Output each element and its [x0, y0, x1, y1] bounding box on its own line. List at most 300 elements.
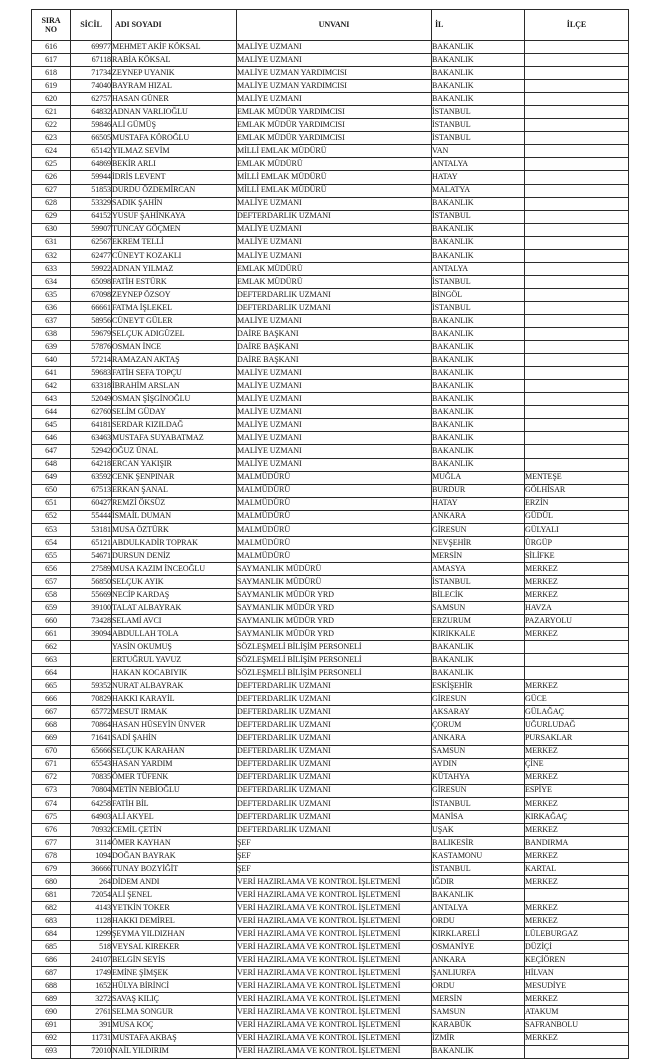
cell-sira-no: 635 — [32, 288, 71, 301]
cell-unvani: VERİ HAZIRLAMA VE KONTROL İŞLETMENİ — [237, 902, 432, 915]
cell-unvani: MALİYE UZMANI — [237, 54, 432, 67]
cell-unvani: DEFTERDARLIK UZMANI — [237, 810, 432, 823]
cell-sicil: 59922 — [71, 262, 112, 275]
table-row — [32, 889, 629, 902]
cell-unvani: MALMÜDÜRÜ — [237, 523, 432, 536]
cell-unvani: MALİYE UZMANI — [237, 445, 432, 458]
cell-sicil: 59679 — [71, 328, 112, 341]
table-row — [32, 862, 629, 875]
cell-ilce: PAZARYOLU — [525, 615, 629, 628]
cell-sira-no: 632 — [32, 249, 71, 262]
cell-ilce — [525, 1045, 629, 1058]
cell-il: GİRESUN — [432, 784, 525, 797]
cell-il: ORDU — [432, 980, 525, 993]
cell-adi-soyadi: CENK ŞENPINAR — [112, 471, 237, 484]
cell-unvani: ŞEF — [237, 862, 432, 875]
cell-adi-soyadi: ERCAN YAKIŞIR — [112, 458, 237, 471]
cell-sira-no: 681 — [32, 889, 71, 902]
cell-ilce — [525, 41, 629, 54]
table-row — [32, 758, 629, 771]
cell-sicil: 67118 — [71, 54, 112, 67]
cell-unvani: EMLAK MÜDÜRÜ — [237, 158, 432, 171]
cell-unvani: EMLAK MÜDÜR YARDIMCISI — [237, 119, 432, 132]
cell-sicil: 1128 — [71, 915, 112, 928]
cell-adi-soyadi: MEHMET AKİF KÖKSAL — [112, 41, 237, 54]
cell-sira-no: 672 — [32, 771, 71, 784]
cell-sicil: 64869 — [71, 158, 112, 171]
cell-adi-soyadi: TUNCAY GÖÇMEN — [112, 223, 237, 236]
cell-il: SAMSUN — [432, 602, 525, 615]
cell-sira-no: 674 — [32, 797, 71, 810]
cell-sicil: 3114 — [71, 836, 112, 849]
cell-sira-no: 657 — [32, 575, 71, 588]
table-row — [32, 236, 629, 249]
cell-sira-no: 663 — [32, 654, 71, 667]
cell-unvani: VERİ HAZIRLAMA VE KONTROL İŞLETMENİ — [237, 941, 432, 954]
cell-unvani: DEFTERDARLIK UZMANI — [237, 680, 432, 693]
cell-sicil: 64832 — [71, 106, 112, 119]
cell-unvani: MALİYE UZMANI — [237, 367, 432, 380]
cell-adi-soyadi: MUSA KAZIM İNCEOĞLU — [112, 562, 237, 575]
cell-unvani: DEFTERDARLIK UZMANI — [237, 693, 432, 706]
table-row — [32, 367, 629, 380]
cell-sicil: 71734 — [71, 67, 112, 80]
cell-ilce — [525, 80, 629, 93]
cell-il: BAKANLIK — [432, 432, 525, 445]
cell-adi-soyadi: DURSUN DENİZ — [112, 549, 237, 562]
cell-sira-no: 641 — [32, 367, 71, 380]
cell-sicil: 66505 — [71, 132, 112, 145]
cell-unvani: MİLLİ EMLAK MÜDÜRÜ — [237, 171, 432, 184]
cell-il: MUĞLA — [432, 471, 525, 484]
cell-il: İSTANBUL — [432, 797, 525, 810]
cell-il: BAKANLIK — [432, 1045, 525, 1058]
cell-unvani: MALİYE UZMANI — [237, 41, 432, 54]
table-row — [32, 184, 629, 197]
cell-unvani: ŞEF — [237, 849, 432, 862]
cell-sicil: 36666 — [71, 862, 112, 875]
table-row — [32, 419, 629, 432]
table-row — [32, 93, 629, 106]
cell-il: BAKANLIK — [432, 641, 525, 654]
cell-unvani: MALMÜDÜRÜ — [237, 510, 432, 523]
cell-sicil: 62567 — [71, 236, 112, 249]
cell-il: ERZURUM — [432, 615, 525, 628]
cell-ilce — [525, 641, 629, 654]
table-row — [32, 249, 629, 262]
cell-unvani: DEFTERDARLIK UZMANI — [237, 301, 432, 314]
table-row — [32, 954, 629, 967]
cell-unvani: SÖZLEŞMELİ BİLİŞİM PERSONELİ — [237, 641, 432, 654]
document-sheet — [31, 9, 628, 1059]
cell-unvani: DEFTERDARLIK UZMANI — [237, 771, 432, 784]
cell-il: ŞANLIURFA — [432, 967, 525, 980]
cell-sicil: 70829 — [71, 693, 112, 706]
cell-ilce: MESUDİYE — [525, 980, 629, 993]
cell-sicil: 57876 — [71, 341, 112, 354]
cell-unvani: MALİYE UZMAN YARDIMCISI — [237, 80, 432, 93]
cell-adi-soyadi: FATİH ESTÜRK — [112, 275, 237, 288]
cell-sira-no: 644 — [32, 406, 71, 419]
cell-adi-soyadi: HAKKI DEMİREL — [112, 915, 237, 928]
cell-adi-soyadi: DİDEM ANDI — [112, 876, 237, 889]
cell-sicil: 62760 — [71, 406, 112, 419]
cell-adi-soyadi: RAMAZAN AKTAŞ — [112, 354, 237, 367]
cell-adi-soyadi: FATMA İŞLEKEL — [112, 301, 237, 314]
cell-unvani: SAYMANLIK MÜDÜR YRD — [237, 615, 432, 628]
cell-sira-no: 642 — [32, 380, 71, 393]
table-row — [32, 510, 629, 523]
table-row — [32, 876, 629, 889]
column-header-sira-no — [32, 10, 71, 41]
cell-sira-no: 680 — [32, 876, 71, 889]
cell-ilce: SİLİFKE — [525, 549, 629, 562]
table-row — [32, 471, 629, 484]
cell-il: İSTANBUL — [432, 275, 525, 288]
cell-sira-no: 693 — [32, 1045, 71, 1058]
cell-unvani: EMLAK MÜDÜR YARDIMCISI — [237, 106, 432, 119]
cell-il: KASTAMONU — [432, 849, 525, 862]
cell-ilce — [525, 119, 629, 132]
cell-unvani: MALİYE UZMANI — [237, 236, 432, 249]
cell-adi-soyadi: ABDULKADİR TOPRAK — [112, 536, 237, 549]
table-header — [32, 10, 629, 41]
cell-adi-soyadi: BELGİN SEYİS — [112, 954, 237, 967]
cell-ilce — [525, 197, 629, 210]
table-row — [32, 158, 629, 171]
cell-il: BAKANLIK — [432, 889, 525, 902]
cell-unvani: VERİ HAZIRLAMA VE KONTROL İŞLETMENİ — [237, 993, 432, 1006]
cell-unvani: EMLAK MÜDÜRÜ — [237, 275, 432, 288]
cell-il: KÜTAHYA — [432, 771, 525, 784]
table-row — [32, 823, 629, 836]
cell-il: BAKANLIK — [432, 341, 525, 354]
cell-adi-soyadi: NAİL YILDIRIM — [112, 1045, 237, 1058]
cell-adi-soyadi: ALİ GÜMÜŞ — [112, 119, 237, 132]
cell-il: BAKANLIK — [432, 367, 525, 380]
cell-sicil: 74040 — [71, 80, 112, 93]
cell-sira-no: 645 — [32, 419, 71, 432]
table-row — [32, 484, 629, 497]
cell-sicil: 64903 — [71, 810, 112, 823]
cell-sira-no: 670 — [32, 745, 71, 758]
cell-adi-soyadi: YETKİN TOKER — [112, 902, 237, 915]
cell-sira-no: 654 — [32, 536, 71, 549]
cell-sicil — [71, 654, 112, 667]
personnel-assignment-table — [31, 9, 629, 1059]
cell-unvani: MALİYE UZMANI — [237, 197, 432, 210]
cell-il: İSTANBUL — [432, 862, 525, 875]
cell-adi-soyadi: VEYSAL KIREKER — [112, 941, 237, 954]
cell-sicil: 55444 — [71, 510, 112, 523]
cell-sicil — [71, 641, 112, 654]
cell-sira-no: 619 — [32, 80, 71, 93]
cell-unvani: SAYMANLIK MÜDÜRÜ — [237, 575, 432, 588]
cell-adi-soyadi: HAKKI KARAYİL — [112, 693, 237, 706]
table-row — [32, 602, 629, 615]
cell-il: KIRKLARELİ — [432, 928, 525, 941]
table-row — [32, 784, 629, 797]
cell-sira-no: 649 — [32, 471, 71, 484]
cell-adi-soyadi: ÖMER KAYHAN — [112, 836, 237, 849]
table-row — [32, 145, 629, 158]
cell-il: MANİSA — [432, 810, 525, 823]
cell-unvani: ŞEF — [237, 836, 432, 849]
cell-adi-soyadi: ALİ AKYEL — [112, 810, 237, 823]
cell-sicil: 3272 — [71, 993, 112, 1006]
cell-il: ANTALYA — [432, 902, 525, 915]
table-row — [32, 328, 629, 341]
table-row — [32, 393, 629, 406]
table-row — [32, 915, 629, 928]
cell-sicil: 65098 — [71, 275, 112, 288]
cell-adi-soyadi: DURDU ÖZDEMİRCAN — [112, 184, 237, 197]
cell-ilce — [525, 54, 629, 67]
cell-sicil: 72054 — [71, 889, 112, 902]
cell-il: ANTALYA — [432, 158, 525, 171]
table-row — [32, 562, 629, 575]
cell-il: SAMSUN — [432, 1006, 525, 1019]
cell-adi-soyadi: YILMAZ SEVİM — [112, 145, 237, 158]
cell-il: KIRIKKALE — [432, 628, 525, 641]
table-row — [32, 667, 629, 680]
cell-il: İSTANBUL — [432, 132, 525, 145]
cell-sicil: 63463 — [71, 432, 112, 445]
cell-sicil: 52942 — [71, 445, 112, 458]
cell-adi-soyadi: İSMAİL DUMAN — [112, 510, 237, 523]
cell-il: GİRESUN — [432, 523, 525, 536]
cell-unvani: MALİYE UZMANI — [237, 93, 432, 106]
cell-sicil: 65142 — [71, 145, 112, 158]
cell-ilce — [525, 93, 629, 106]
cell-sira-no: 616 — [32, 41, 71, 54]
cell-ilce — [525, 889, 629, 902]
cell-ilce: KIRKAĞAÇ — [525, 810, 629, 823]
table-row — [32, 354, 629, 367]
cell-sira-no: 633 — [32, 262, 71, 275]
cell-sicil: 54671 — [71, 549, 112, 562]
table-row — [32, 523, 629, 536]
cell-ilce: MENTEŞE — [525, 471, 629, 484]
cell-sira-no: 639 — [32, 341, 71, 354]
cell-il: BAKANLIK — [432, 393, 525, 406]
cell-ilce — [525, 249, 629, 262]
table-row — [32, 275, 629, 288]
cell-ilce: MERKEZ — [525, 771, 629, 784]
cell-sicil: 65666 — [71, 745, 112, 758]
cell-sira-no: 621 — [32, 106, 71, 119]
cell-sicil: 67513 — [71, 484, 112, 497]
cell-unvani: DEFTERDARLIK UZMANI — [237, 732, 432, 745]
cell-sicil: 52049 — [71, 393, 112, 406]
table-row — [32, 132, 629, 145]
cell-ilce — [525, 458, 629, 471]
cell-sira-no: 648 — [32, 458, 71, 471]
cell-il: BAKANLIK — [432, 380, 525, 393]
cell-il: NEVŞEHİR — [432, 536, 525, 549]
cell-adi-soyadi: ÖMER TÜFENK — [112, 771, 237, 784]
cell-sira-no: 651 — [32, 497, 71, 510]
cell-sicil: 64152 — [71, 210, 112, 223]
cell-il: İSTANBUL — [432, 301, 525, 314]
cell-il: IĞDIR — [432, 876, 525, 889]
cell-sicil: 1094 — [71, 849, 112, 862]
cell-ilce: ERZİN — [525, 497, 629, 510]
cell-adi-soyadi: OĞUZ ÜNAL — [112, 445, 237, 458]
table-row — [32, 288, 629, 301]
cell-adi-soyadi: SELÇUK AYIK — [112, 575, 237, 588]
cell-unvani: SAYMANLIK MÜDÜR YRD — [237, 602, 432, 615]
cell-adi-soyadi: ZEYNEP ÖZSOY — [112, 288, 237, 301]
cell-il: ANKARA — [432, 732, 525, 745]
cell-adi-soyadi: EKREM TELLİ — [112, 236, 237, 249]
cell-sicil: 66661 — [71, 301, 112, 314]
cell-sicil — [71, 667, 112, 680]
cell-ilce: BANDIRMA — [525, 836, 629, 849]
cell-ilce — [525, 132, 629, 145]
cell-adi-soyadi: SELÇUK ADIGÜZEL — [112, 328, 237, 341]
cell-sira-no: 659 — [32, 602, 71, 615]
cell-sicil: 264 — [71, 876, 112, 889]
cell-unvani: MALİYE UZMANI — [237, 458, 432, 471]
table-row — [32, 575, 629, 588]
cell-ilce — [525, 184, 629, 197]
cell-adi-soyadi: SERDAR KIZILDAĞ — [112, 419, 237, 432]
cell-ilce: MERKEZ — [525, 680, 629, 693]
cell-unvani: DAİRE BAŞKANI — [237, 328, 432, 341]
cell-sira-no: 620 — [32, 93, 71, 106]
table-row — [32, 341, 629, 354]
cell-unvani: SÖZLEŞMELİ BİLİŞİM PERSONELİ — [237, 654, 432, 667]
cell-sicil: 1299 — [71, 928, 112, 941]
cell-unvani: DEFTERDARLIK UZMANI — [237, 210, 432, 223]
cell-unvani: EMLAK MÜDÜRÜ — [237, 262, 432, 275]
cell-sira-no: 662 — [32, 641, 71, 654]
cell-sicil: 1652 — [71, 980, 112, 993]
cell-ilce: DÜZİÇİ — [525, 941, 629, 954]
cell-adi-soyadi: RABİA KÖKSAL — [112, 54, 237, 67]
cell-il: BAKANLIK — [432, 80, 525, 93]
cell-sicil: 62477 — [71, 249, 112, 262]
cell-unvani: MALMÜDÜRÜ — [237, 471, 432, 484]
cell-adi-soyadi: OSMAN İNCE — [112, 341, 237, 354]
table-row — [32, 928, 629, 941]
cell-sira-no: 664 — [32, 667, 71, 680]
cell-sicil: 2761 — [71, 1006, 112, 1019]
cell-sira-no: 689 — [32, 993, 71, 1006]
cell-ilce: MERKEZ — [525, 915, 629, 928]
cell-il: HATAY — [432, 171, 525, 184]
cell-sira-no: 656 — [32, 562, 71, 575]
cell-unvani: DAİRE BAŞKANI — [237, 354, 432, 367]
cell-il: BİLECİK — [432, 588, 525, 601]
cell-sira-no: 643 — [32, 393, 71, 406]
cell-ilce: ATAKUM — [525, 1006, 629, 1019]
cell-adi-soyadi: OSMAN ŞİŞGİNOĞLU — [112, 393, 237, 406]
table-row — [32, 1006, 629, 1019]
cell-il: BALIKESİR — [432, 836, 525, 849]
cell-unvani: VERİ HAZIRLAMA VE KONTROL İŞLETMENİ — [237, 889, 432, 902]
column-header-ilce: İLÇE — [525, 10, 629, 41]
cell-sira-no: 650 — [32, 484, 71, 497]
cell-il: AMASYA — [432, 562, 525, 575]
cell-unvani: VERİ HAZIRLAMA VE KONTROL İŞLETMENİ — [237, 967, 432, 980]
cell-sicil: 1749 — [71, 967, 112, 980]
cell-adi-soyadi: EMİNE ŞİMŞEK — [112, 967, 237, 980]
cell-ilce: MERKEZ — [525, 575, 629, 588]
cell-sicil: 63592 — [71, 471, 112, 484]
table-row — [32, 628, 629, 641]
cell-adi-soyadi: ŞEYMA YILDIZHAN — [112, 928, 237, 941]
cell-unvani: SÖZLEŞMELİ BİLİŞİM PERSONELİ — [237, 667, 432, 680]
table-row — [32, 641, 629, 654]
cell-unvani: DEFTERDARLIK UZMANI — [237, 784, 432, 797]
cell-adi-soyadi: HASAN YARDIM — [112, 758, 237, 771]
table-row — [32, 301, 629, 314]
cell-ilce — [525, 328, 629, 341]
cell-sira-no: 684 — [32, 928, 71, 941]
cell-unvani: VERİ HAZIRLAMA VE KONTROL İŞLETMENİ — [237, 1045, 432, 1058]
table-row — [32, 536, 629, 549]
table-row — [32, 836, 629, 849]
cell-adi-soyadi: FATİH BİL — [112, 797, 237, 810]
table-row — [32, 1019, 629, 1032]
cell-ilce: ESPİYE — [525, 784, 629, 797]
table-row — [32, 680, 629, 693]
cell-adi-soyadi: MUSA ÖZTÜRK — [112, 523, 237, 536]
cell-il: BURDUR — [432, 484, 525, 497]
table-row — [32, 119, 629, 132]
cell-adi-soyadi: CEMİL ÇETİN — [112, 823, 237, 836]
cell-adi-soyadi: NECİP KARDAŞ — [112, 588, 237, 601]
cell-sira-no: 617 — [32, 54, 71, 67]
cell-il: İSTANBUL — [432, 119, 525, 132]
table-row — [32, 197, 629, 210]
cell-sira-no: 679 — [32, 862, 71, 875]
cell-sicil: 73428 — [71, 615, 112, 628]
cell-adi-soyadi: SAVAŞ KILIÇ — [112, 993, 237, 1006]
cell-il: BAKANLIK — [432, 54, 525, 67]
cell-ilce: UĞURLUDAĞ — [525, 719, 629, 732]
cell-unvani: DEFTERDARLIK UZMANI — [237, 288, 432, 301]
cell-ilce: GÖLHİSAR — [525, 484, 629, 497]
cell-unvani: MALMÜDÜRÜ — [237, 497, 432, 510]
table-row — [32, 849, 629, 862]
cell-ilce: GÜLAĞAÇ — [525, 706, 629, 719]
cell-sira-no: 667 — [32, 706, 71, 719]
cell-unvani: MALİYE UZMANI — [237, 432, 432, 445]
column-header-sira-no-line2: NO — [45, 25, 57, 34]
cell-sira-no: 624 — [32, 145, 71, 158]
cell-sira-no: 668 — [32, 719, 71, 732]
cell-adi-soyadi: CÜNEYT KOZAKLI — [112, 249, 237, 262]
cell-adi-soyadi: SADIK ŞAHİN — [112, 197, 237, 210]
cell-sicil: 67098 — [71, 288, 112, 301]
cell-sicil: 70932 — [71, 823, 112, 836]
cell-ilce: HAVZA — [525, 602, 629, 615]
table-row — [32, 314, 629, 327]
cell-unvani: DEFTERDARLIK UZMANI — [237, 745, 432, 758]
cell-unvani: VERİ HAZIRLAMA VE KONTROL İŞLETMENİ — [237, 1032, 432, 1045]
table-row — [32, 406, 629, 419]
cell-sira-no: 630 — [32, 223, 71, 236]
cell-adi-soyadi: MUSTAFA SUYABATMAZ — [112, 432, 237, 445]
cell-adi-soyadi: SELİM GÜDAY — [112, 406, 237, 419]
cell-sicil: 70864 — [71, 719, 112, 732]
table-row — [32, 797, 629, 810]
cell-ilce — [525, 106, 629, 119]
cell-adi-soyadi: TUNAY BOZYİĞİT — [112, 862, 237, 875]
